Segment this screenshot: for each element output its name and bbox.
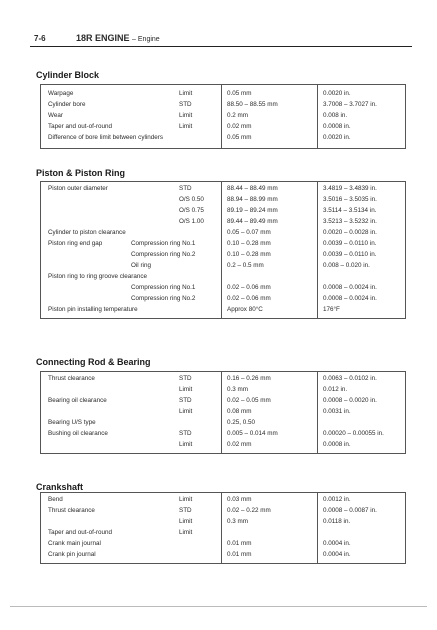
spec-metric-value: 0.01 mm bbox=[227, 540, 252, 547]
spec-metric-value: 0.16 – 0.26 mm bbox=[227, 375, 271, 382]
spec-imperial-value: 3.5114 – 3.5134 in. bbox=[323, 207, 377, 214]
spec-row bbox=[41, 538, 405, 549]
spec-row bbox=[41, 88, 405, 99]
spec-row bbox=[41, 527, 405, 538]
spec-condition: Limit bbox=[179, 408, 193, 415]
spec-row bbox=[41, 99, 405, 110]
spec-metric-value: 0.10 – 0.28 mm bbox=[227, 240, 271, 247]
spec-subitem: Compression ring No.2 bbox=[131, 295, 196, 302]
spec-imperial-value: 0.0004 in. bbox=[323, 551, 351, 558]
spec-row bbox=[41, 121, 405, 132]
spec-row bbox=[41, 249, 405, 260]
spec-row bbox=[41, 549, 405, 560]
spec-imperial-value: 0.0008 – 0.0087 in. bbox=[323, 507, 377, 514]
page-title-subtitle: – Engine bbox=[132, 36, 160, 43]
spec-condition: Limit bbox=[179, 496, 193, 503]
spec-item: Crank main journal bbox=[48, 540, 101, 547]
spec-table bbox=[40, 492, 406, 564]
spec-condition: Limit bbox=[179, 518, 193, 525]
spec-row bbox=[41, 373, 405, 384]
spec-metric-value: 88.94 – 88.99 mm bbox=[227, 196, 278, 203]
spec-item: Thrust clearance bbox=[48, 507, 95, 514]
spec-row bbox=[41, 304, 405, 315]
spec-imperial-value: 0.0004 in. bbox=[323, 540, 351, 547]
spec-row bbox=[41, 227, 405, 238]
spec-item: Piston ring end gap bbox=[48, 240, 103, 247]
spec-row bbox=[41, 439, 405, 450]
spec-item: Taper and out-of-round bbox=[48, 123, 113, 130]
spec-condition: Limit bbox=[179, 112, 193, 119]
spec-imperial-value: 0.0031 in. bbox=[323, 408, 351, 415]
spec-item: Cylinder bore bbox=[48, 101, 86, 108]
spec-row bbox=[41, 406, 405, 417]
spec-item: Crank pin journal bbox=[48, 551, 96, 558]
spec-imperial-value: 0.0012 in. bbox=[323, 496, 351, 503]
spec-imperial-value: 0.008 in. bbox=[323, 112, 348, 119]
spec-metric-value: Approx 80°C bbox=[227, 306, 263, 313]
spec-item: Piston pin installing temperature bbox=[48, 306, 138, 313]
spec-row bbox=[41, 428, 405, 439]
spec-row bbox=[41, 194, 405, 205]
spec-item: Bushing oil clearance bbox=[48, 430, 108, 437]
spec-metric-value: 0.08 mm bbox=[227, 408, 252, 415]
spec-row bbox=[41, 417, 405, 428]
spec-item: Thrust clearance bbox=[48, 375, 95, 382]
spec-metric-value: 0.02 mm bbox=[227, 123, 252, 130]
spec-metric-value: 0.2 mm bbox=[227, 112, 248, 119]
spec-condition: STD bbox=[179, 430, 192, 437]
spec-condition: STD bbox=[179, 101, 192, 108]
spec-condition: O/S 0.75 bbox=[179, 207, 204, 214]
spec-row bbox=[41, 205, 405, 216]
spec-imperial-value: 0.00020 – 0.00055 in. bbox=[323, 430, 384, 437]
spec-condition: O/S 1.00 bbox=[179, 218, 204, 225]
spec-row bbox=[41, 216, 405, 227]
spec-item: Taper and out-of-round bbox=[48, 529, 113, 536]
spec-metric-value: 0.10 – 0.28 mm bbox=[227, 251, 271, 258]
spec-metric-value: 0.3 mm bbox=[227, 386, 248, 393]
spec-metric-value: 0.2 – 0.5 mm bbox=[227, 262, 264, 269]
spec-imperial-value: 0.0063 – 0.0102 in. bbox=[323, 375, 377, 382]
spec-row bbox=[41, 183, 405, 194]
spec-imperial-value: 0.0020 – 0.0028 in. bbox=[323, 229, 377, 236]
header-rule bbox=[30, 46, 412, 47]
spec-imperial-value: 0.0008 in. bbox=[323, 123, 351, 130]
spec-item: Warpage bbox=[48, 90, 74, 97]
spec-condition: STD bbox=[179, 397, 192, 404]
spec-imperial-value: 0.0008 – 0.0024 in. bbox=[323, 284, 377, 291]
spec-item: Wear bbox=[48, 112, 63, 119]
footer-rule bbox=[10, 606, 427, 607]
spec-imperial-value: 3.7008 – 3.7027 in. bbox=[323, 101, 377, 108]
section-title: Cylinder Block bbox=[36, 70, 100, 80]
spec-imperial-value: 0.0020 in. bbox=[323, 134, 351, 141]
spec-metric-value: 89.44 – 89.49 mm bbox=[227, 218, 278, 225]
spec-subitem: Compression ring No.2 bbox=[131, 251, 196, 258]
spec-row bbox=[41, 293, 405, 304]
spec-imperial-value: 0.0008 – 0.0024 in. bbox=[323, 295, 377, 302]
spec-row bbox=[41, 505, 405, 516]
spec-condition: Limit bbox=[179, 123, 193, 130]
spec-imperial-value: 0.0118 in. bbox=[323, 518, 351, 525]
spec-metric-value: 0.005 – 0.014 mm bbox=[227, 430, 278, 437]
spec-metric-value: 89.19 – 89.24 mm bbox=[227, 207, 278, 214]
spec-row bbox=[41, 110, 405, 121]
spec-item: Difference of bore limit between cylinders bbox=[48, 134, 164, 141]
spec-condition: STD bbox=[179, 185, 192, 192]
spec-item: Cylinder to piston clearance bbox=[48, 229, 126, 236]
spec-imperial-value: 0.0008 – 0.0020 in. bbox=[323, 397, 377, 404]
section-title: Crankshaft bbox=[36, 482, 84, 492]
spec-row bbox=[41, 494, 405, 505]
page-title bbox=[76, 33, 160, 43]
spec-metric-value: 88.44 – 88.49 mm bbox=[227, 185, 278, 192]
spec-imperial-value: 0.0020 in. bbox=[323, 90, 351, 97]
spec-imperial-value: 176°F bbox=[323, 306, 340, 313]
section-title: Connecting Rod & Bearing bbox=[36, 357, 151, 367]
spec-row bbox=[41, 260, 405, 271]
spec-imperial-value: 0.0008 in. bbox=[323, 441, 351, 448]
page-header bbox=[30, 34, 408, 44]
page-number: 7-6 bbox=[34, 34, 46, 43]
spec-metric-value: 0.03 mm bbox=[227, 496, 252, 503]
spec-row bbox=[41, 516, 405, 527]
spec-item: Bearing oil clearance bbox=[48, 397, 107, 404]
spec-table bbox=[40, 181, 406, 319]
spec-imperial-value: 0.012 in. bbox=[323, 386, 348, 393]
spec-metric-value: 0.01 mm bbox=[227, 551, 252, 558]
spec-condition: Limit bbox=[179, 529, 193, 536]
section-title: Piston & Piston Ring bbox=[36, 168, 125, 178]
spec-metric-value: 0.02 – 0.06 mm bbox=[227, 295, 271, 302]
spec-row bbox=[41, 271, 405, 282]
spec-metric-value: 0.05 – 0.07 mm bbox=[227, 229, 271, 236]
spec-condition: Limit bbox=[179, 441, 193, 448]
spec-metric-value: 0.25, 0.50 bbox=[227, 419, 256, 426]
spec-subitem: Oil ring bbox=[131, 262, 151, 269]
spec-table bbox=[40, 371, 406, 454]
spec-imperial-value: 3.4819 – 3.4839 in. bbox=[323, 185, 377, 192]
spec-imperial-value: 0.0039 – 0.0110 in. bbox=[323, 240, 377, 247]
spec-condition: STD bbox=[179, 507, 192, 514]
page-title-main: 18R ENGINE bbox=[76, 33, 130, 43]
spec-item: Piston outer diameter bbox=[48, 185, 108, 192]
spec-metric-value: 0.02 – 0.06 mm bbox=[227, 284, 271, 291]
spec-metric-value: 0.02 mm bbox=[227, 441, 252, 448]
spec-metric-value: 0.05 mm bbox=[227, 134, 252, 141]
spec-metric-value: 0.02 – 0.05 mm bbox=[227, 397, 271, 404]
spec-row bbox=[41, 395, 405, 406]
spec-row bbox=[41, 384, 405, 395]
spec-row bbox=[41, 282, 405, 293]
spec-condition: Limit bbox=[179, 90, 193, 97]
spec-row bbox=[41, 132, 405, 143]
spec-row bbox=[41, 238, 405, 249]
spec-item: Bearing U/S type bbox=[48, 419, 96, 426]
spec-condition: O/S 0.50 bbox=[179, 196, 204, 203]
spec-imperial-value: 0.008 – 0.020 in. bbox=[323, 262, 370, 269]
spec-metric-value: 88.50 – 88.55 mm bbox=[227, 101, 278, 108]
spec-item: Piston ring to ring groove clearance bbox=[48, 273, 148, 280]
spec-subitem: Compression ring No.1 bbox=[131, 284, 196, 291]
spec-imperial-value: 0.0039 – 0.0110 in. bbox=[323, 251, 377, 258]
spec-metric-value: 0.02 – 0.22 mm bbox=[227, 507, 271, 514]
spec-item: Bend bbox=[48, 496, 63, 503]
spec-subitem: Compression ring No.1 bbox=[131, 240, 196, 247]
spec-imperial-value: 3.5016 – 3.5035 in. bbox=[323, 196, 377, 203]
spec-imperial-value: 3.5213 – 3.5232 in. bbox=[323, 218, 377, 225]
spec-metric-value: 0.05 mm bbox=[227, 90, 252, 97]
spec-condition: Limit bbox=[179, 386, 193, 393]
spec-metric-value: 0.3 mm bbox=[227, 518, 248, 525]
spec-table bbox=[40, 84, 406, 149]
spec-condition: STD bbox=[179, 375, 192, 382]
